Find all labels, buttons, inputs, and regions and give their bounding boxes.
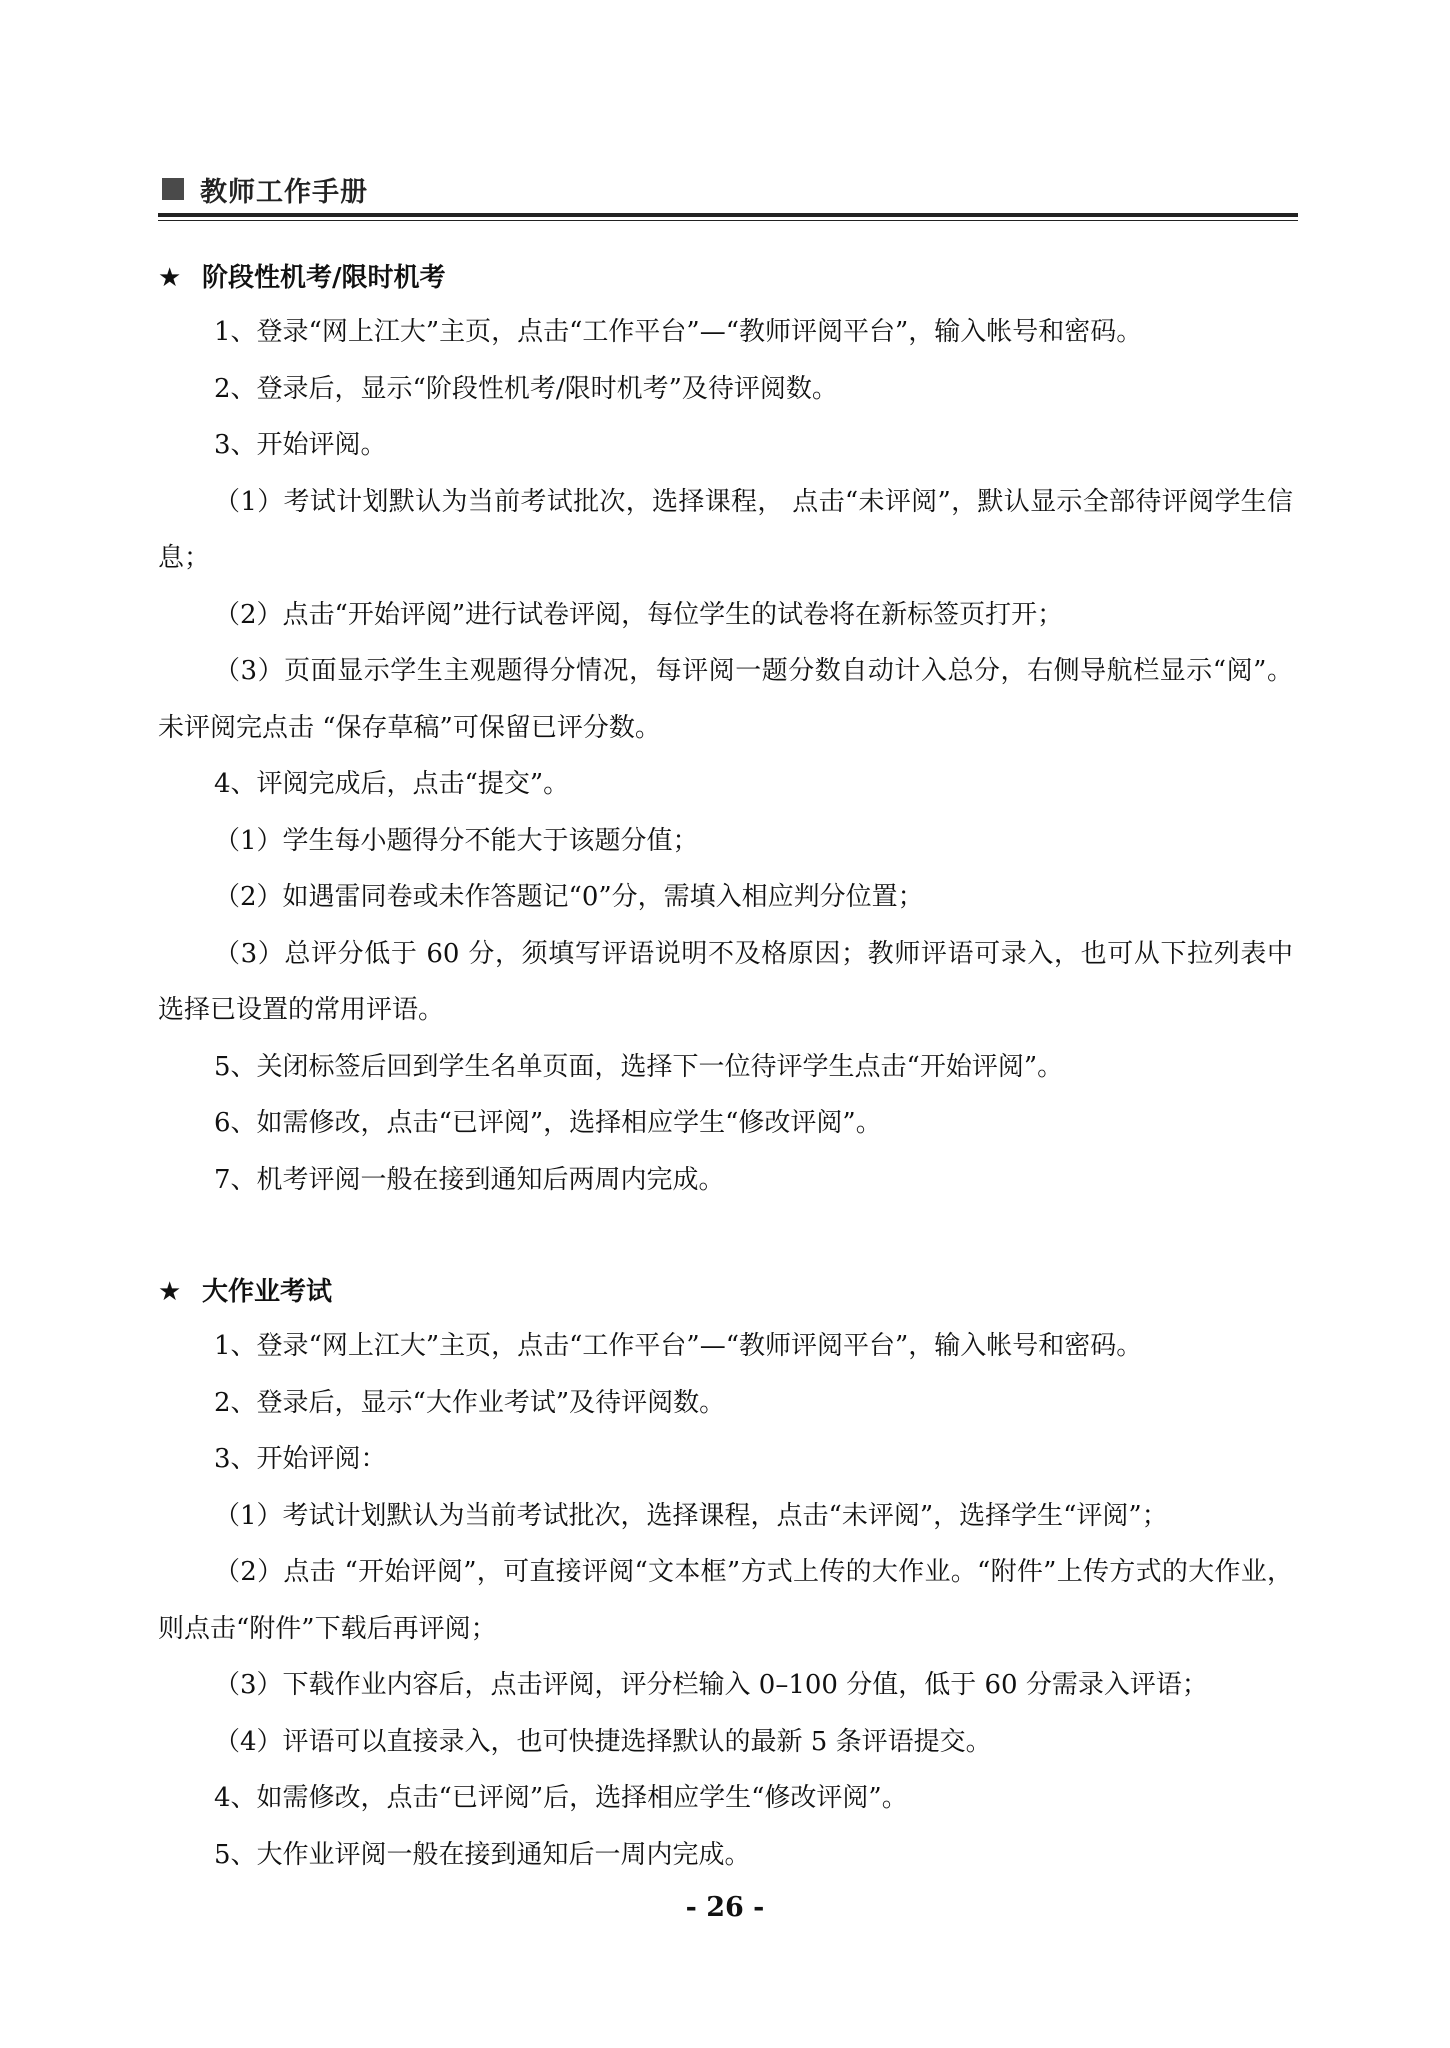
paragraph: （2）如遇雷同卷或未作答题记“0”分，需填入相应判分位置； bbox=[214, 882, 924, 912]
paragraph: 2、登录后，显示“大作业考试”及待评阅数。 bbox=[214, 1387, 726, 1418]
paragraph: （2）点击“开始评阅”进行试卷评阅，每位学生的试卷将在新标签页打开； bbox=[214, 599, 1064, 630]
page-number: - 26 - bbox=[685, 1892, 765, 1923]
paragraph: （1）学生每小题得分不能大于该题分值； bbox=[214, 825, 699, 856]
section-gap bbox=[158, 1208, 1293, 1266]
star-icon: ★ bbox=[158, 263, 182, 293]
paragraph: 4、评阅完成后，点击“提交”。 bbox=[214, 769, 570, 799]
paragraph: 5、大作业评阅一般在接到通知后一周内完成。 bbox=[214, 1839, 751, 1870]
paragraph: 1、登录“网上江大”主页，点击“工作平台”—“教师评阅平台”，输入帐号和密码。 bbox=[214, 1331, 1143, 1361]
page-content bbox=[158, 252, 1293, 1883]
paragraph: （3）页面显示学生主观题得分情况，每评阅一题分数自动计入总分，右侧导航栏显示“阅”。未评阅完点击 “保存草稿”可保留已评分数。 bbox=[158, 656, 1293, 743]
paragraph: 4、如需修改，点击“已评阅”后，选择相应学生“修改评阅”。 bbox=[214, 1783, 908, 1813]
paragraph: （3）下载作业内容后，点击评阅，评分栏输入 0–100 分值，低于 60 分需录入评语； bbox=[214, 1670, 1208, 1700]
header-title: 教师工作手册 bbox=[200, 177, 368, 208]
header-rule-thin bbox=[158, 220, 1298, 221]
paragraph: 7、机考评阅一般在接到通知后两周内完成。 bbox=[214, 1164, 725, 1195]
paragraph: 3、开始评阅： bbox=[214, 1444, 387, 1474]
page-header bbox=[158, 168, 1298, 212]
paragraph: （1）考试计划默认为当前考试批次，选择课程， 点击“未评阅”，默认显示全部待评阅学生信息； bbox=[158, 486, 1293, 573]
section-title-text: 大作业考试 bbox=[202, 1277, 333, 1307]
section-title bbox=[158, 1266, 1293, 1318]
star-icon: ★ bbox=[158, 1277, 182, 1307]
paragraph: 1、登录“网上江大”主页，点击“工作平台”—“教师评阅平台”，输入帐号和密码。 bbox=[214, 317, 1143, 347]
paragraph: （1）考试计划默认为当前考试批次，选择课程，点击“未评阅”，选择学生“评阅”； bbox=[214, 1500, 1168, 1531]
paragraph: （2）点击 “开始评阅”，可直接评阅“文本框”方式上传的大作业。“附件”上传方式的大作业，则点击“附件”下载后再评阅； bbox=[158, 1557, 1293, 1644]
section-title bbox=[158, 252, 1293, 304]
header-rule-thick bbox=[158, 213, 1298, 217]
paragraph: 6、如需修改，点击“已评阅”，选择相应学生“修改评阅”。 bbox=[214, 1108, 882, 1138]
header-square-icon bbox=[162, 178, 184, 200]
paragraph: 5、关闭标签后回到学生名单页面，选择下一位待评学生点击“开始评阅”。 bbox=[214, 1051, 1064, 1082]
paragraph: 3、开始评阅。 bbox=[214, 430, 387, 460]
paragraph: （4）评语可以直接录入，也可快捷选择默认的最新 5 条评语提交。 bbox=[214, 1726, 992, 1757]
section-title-text: 阶段性机考/限时机考 bbox=[202, 263, 446, 293]
paragraph: 2、登录后，显示“阶段性机考/限时机考”及待评阅数。 bbox=[214, 373, 838, 404]
paragraph: （3）总评分低于 60 分，须填写评语说明不及格原因；教师评语可录入，也可从下拉列表中选择已设置的常用评语。 bbox=[158, 938, 1293, 1025]
